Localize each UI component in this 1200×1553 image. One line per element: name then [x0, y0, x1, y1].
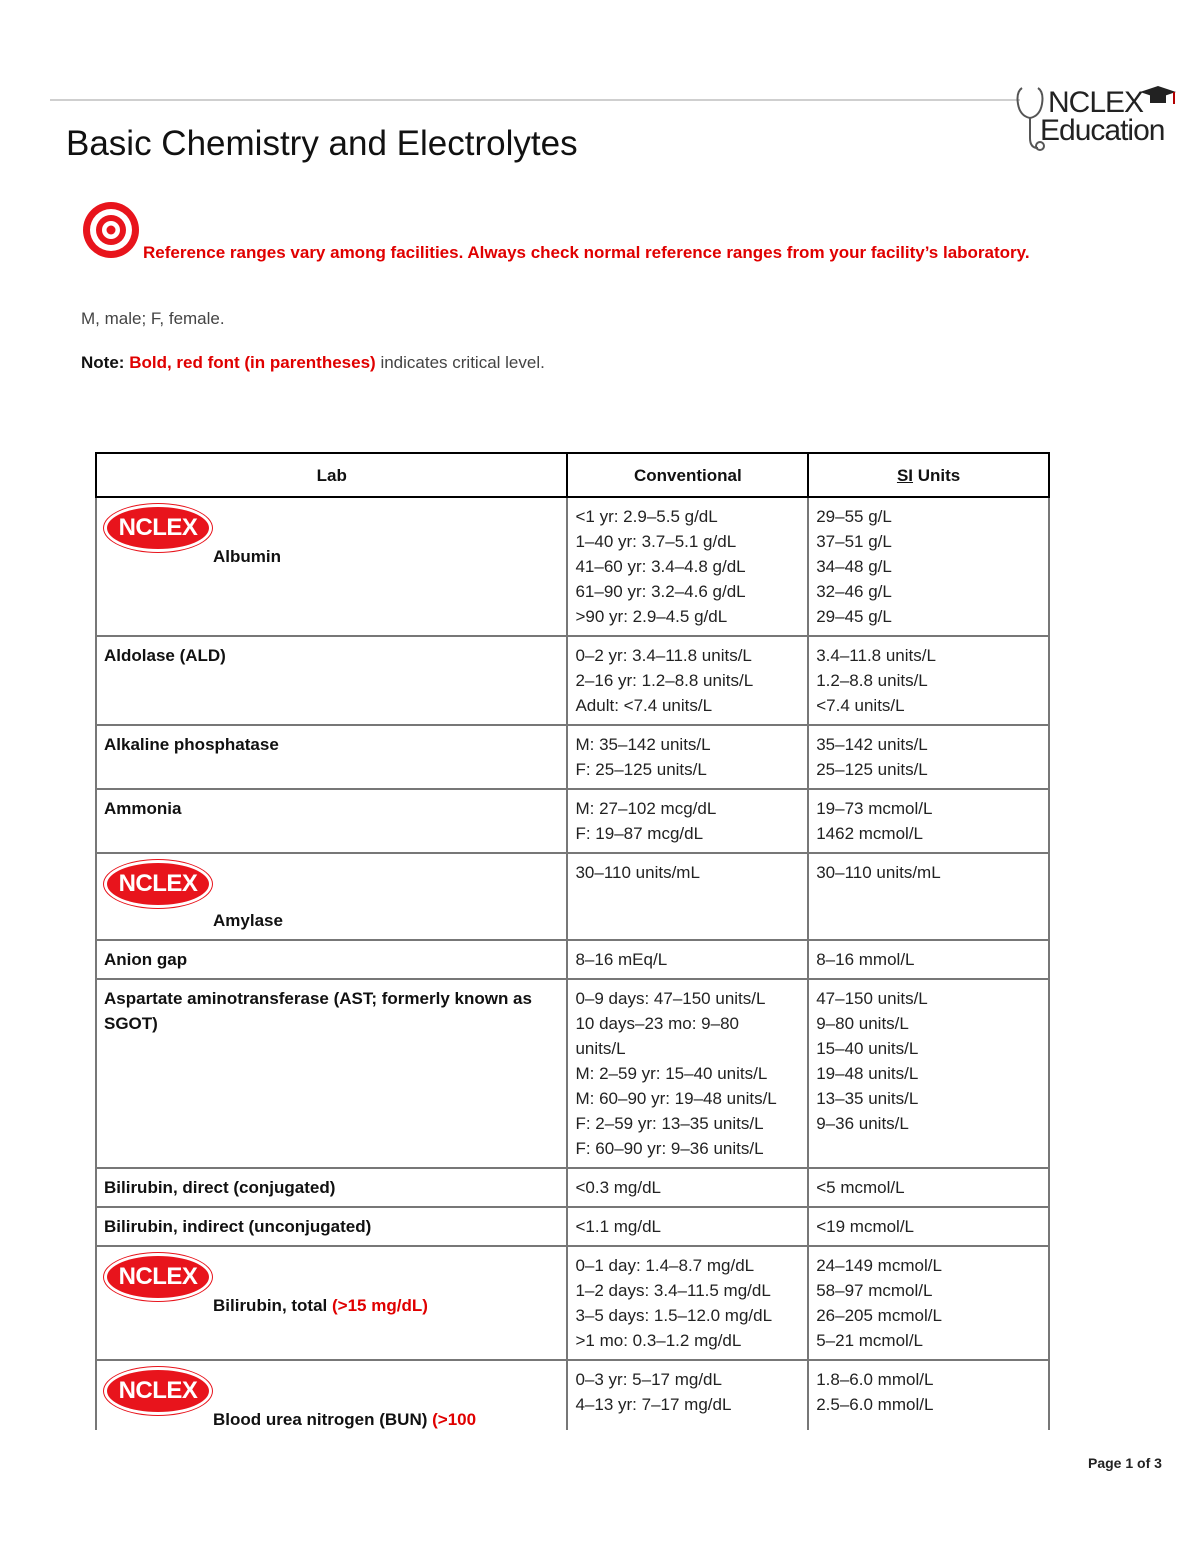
si-value: 29–55 g/L: [816, 507, 892, 526]
logo-line-2: Education: [1040, 114, 1165, 147]
si-value: <7.4 units/L: [816, 696, 905, 715]
conventional-cell: [567, 979, 808, 1168]
si-value: 37–51 g/L: [816, 532, 892, 551]
lab-name: Amylase: [213, 911, 283, 930]
si-value: 8–16 mmol/L: [816, 950, 915, 969]
lab-name-cell: [96, 1246, 567, 1360]
si-value: 3.4–11.8 units/L: [816, 646, 936, 665]
si-value: 1.2–8.8 units/L: [816, 671, 928, 690]
critical-value: (>15 mg/dL): [332, 1296, 428, 1315]
si-abbrev: SI: [896, 465, 914, 485]
conv-value: F: 60–90 yr: 9–36 units/L: [575, 1139, 764, 1158]
sex-abbreviation-key: M, male; F, female.: [81, 309, 225, 328]
si-cell: [808, 853, 1049, 940]
conv-value: <1.1 mg/dL: [575, 1217, 661, 1236]
conv-value: M: 2–59 yr: 15–40 units/L: [575, 1064, 768, 1083]
table-row-ast: [96, 979, 1049, 1168]
si-value: 32–46 g/L: [816, 582, 892, 601]
conventional-cell: [567, 940, 808, 979]
si-value: 1.8–6.0 mmol/L: [816, 1370, 934, 1389]
table-row-bilirubin-indirect: [96, 1207, 1049, 1246]
conventional-cell: [567, 1207, 808, 1246]
lab-name: Anion gap: [96, 940, 567, 979]
conventional-cell: [567, 853, 808, 940]
si-cell: [808, 497, 1049, 636]
table-row-bilirubin-direct: [96, 1168, 1049, 1207]
conv-value: 0–9 days: 47–150 units/L: [575, 989, 766, 1008]
si-value: 15–40 units/L: [816, 1039, 919, 1058]
si-value: 58–97 mcmol/L: [816, 1281, 933, 1300]
lab-name: Bilirubin, indirect (unconjugated): [96, 1207, 567, 1246]
nclex-education-logo: [1012, 82, 1182, 154]
header-rule: [50, 99, 1020, 101]
conv-value: <0.3 mg/dL: [575, 1178, 661, 1197]
si-value: 25–125 units/L: [816, 760, 928, 779]
conventional-cell: [567, 725, 808, 789]
conv-value: M: 27–102 mcg/dL: [575, 799, 717, 818]
conv-value: 1–40 yr: 3.7–5.1 g/dL: [575, 532, 737, 551]
conv-value: M: 35–142 units/L: [575, 735, 711, 754]
table-row-anion-gap: [96, 940, 1049, 979]
conv-value: F: 19–87 mcg/dL: [575, 824, 704, 843]
conv-value: 1–2 days: 3.4–11.5 mg/dL: [575, 1281, 771, 1300]
table-row-bilirubin-total: [96, 1246, 1049, 1360]
lab-name: Ammonia: [96, 789, 567, 853]
note-label: Note:: [81, 353, 125, 372]
conventional-cell: [567, 1168, 808, 1207]
conv-value: 0–3 yr: 5–17 mg/dL: [575, 1370, 722, 1389]
conv-value: 10 days–23 mo: 9–80: [575, 1014, 739, 1033]
conv-value: 30–110 units/mL: [575, 863, 700, 882]
si-value: 29–45 g/L: [816, 607, 892, 626]
si-value: 19–48 units/L: [816, 1064, 919, 1083]
si-value: 35–142 units/L: [816, 735, 928, 754]
nclex-badge-icon: NCLEX: [104, 1253, 212, 1301]
table-row-amylase: [96, 853, 1049, 940]
logo-line-1: NCLEX: [1048, 86, 1144, 119]
reference-range-warning: Reference ranges vary among facilities. Always check normal reference ranges from your facility’s laboratory.: [143, 243, 1030, 262]
si-cell: [808, 1168, 1049, 1207]
conv-value: 4–13 yr: 7–17 mg/dL: [575, 1395, 732, 1414]
lab-name: Bilirubin, direct (conjugated): [96, 1168, 567, 1207]
si-value: <19 mcmol/L: [816, 1217, 915, 1236]
lab-name: Bilirubin, total: [213, 1296, 328, 1315]
conv-value: 0–1 day: 1.4–8.7 mg/dL: [575, 1256, 755, 1275]
header-lab: Lab: [96, 453, 567, 497]
conv-value: 2–16 yr: 1.2–8.8 units/L: [575, 671, 754, 690]
conventional-cell: [567, 636, 808, 725]
conv-value: units/L: [575, 1039, 626, 1058]
conv-value: >1 mo: 0.3–1.2 mg/dL: [575, 1331, 742, 1350]
lab-name: Alkaline phosphatase: [96, 725, 567, 789]
si-cell: [808, 636, 1049, 725]
conv-value: M: 60–90 yr: 19–48 units/L: [575, 1089, 777, 1108]
lab-name: Aldolase (ALD): [96, 636, 567, 725]
si-value: 26–205 mcmol/L: [816, 1306, 942, 1325]
conventional-cell: [567, 497, 808, 636]
conv-value: <1 yr: 2.9–5.5 g/dL: [575, 507, 718, 526]
note-critical-text: Bold, red font (in parentheses): [129, 353, 376, 372]
page-bottom-margin: [0, 1430, 1200, 1553]
conv-value: 8–16 mEq/L: [575, 950, 668, 969]
critical-value: (>100: [432, 1410, 477, 1429]
table-header-row: [96, 453, 1049, 497]
conventional-cell: [567, 1246, 808, 1360]
lab-name-wrap: [213, 1293, 558, 1318]
table-row-albumin: [96, 497, 1049, 636]
conv-value: 61–90 yr: 3.2–4.6 g/dL: [575, 582, 746, 601]
si-cell: [808, 979, 1049, 1168]
si-cell: [808, 1207, 1049, 1246]
si-value: 47–150 units/L: [816, 989, 928, 1008]
page-title: Basic Chemistry and Electrolytes: [66, 124, 578, 163]
note-rest-text: indicates critical level.: [375, 353, 545, 372]
si-value: 9–36 units/L: [816, 1114, 909, 1133]
nclex-badge-icon: NCLEX: [104, 860, 212, 908]
nclex-badge-icon: NCLEX: [104, 1367, 212, 1415]
page-number: Page 1 of 3: [1088, 1455, 1162, 1471]
si-value: 2.5–6.0 mmol/L: [816, 1395, 934, 1414]
si-cell: [808, 940, 1049, 979]
conv-value: F: 2–59 yr: 13–35 units/L: [575, 1114, 764, 1133]
si-value: 9–80 units/L: [816, 1014, 909, 1033]
conv-value: >90 yr: 2.9–4.5 g/dL: [575, 607, 728, 626]
critical-level-note: [81, 353, 545, 373]
si-value: <5 mcmol/L: [816, 1178, 905, 1197]
lab-name-cell: [96, 497, 567, 636]
table-row-aldolase: [96, 636, 1049, 725]
conventional-cell: [567, 789, 808, 853]
conv-value: 0–2 yr: 3.4–11.8 units/L: [575, 646, 752, 665]
table-row-alkaline-phosphatase: [96, 725, 1049, 789]
conv-value: 41–60 yr: 3.4–4.8 g/dL: [575, 557, 746, 576]
si-value: 30–110 units/mL: [816, 863, 941, 882]
table-row-ammonia: [96, 789, 1049, 853]
lab-name-wrap: [213, 1407, 558, 1432]
lab-name-cell: [96, 853, 567, 940]
lab-name: Albumin: [213, 547, 281, 566]
si-cell: [808, 789, 1049, 853]
si-value: 13–35 units/L: [816, 1089, 919, 1108]
conv-value: F: 25–125 units/L: [575, 760, 707, 779]
header-conventional: Conventional: [567, 453, 808, 497]
conv-value: 3–5 days: 1.5–12.0 mg/dL: [575, 1306, 773, 1325]
lab-name: Aspartate aminotransferase (AST; formerly known as SGOT): [96, 979, 567, 1168]
header-si-units: SI Units: [808, 453, 1049, 497]
lab-name: Blood urea nitrogen (BUN): [213, 1410, 428, 1429]
si-value: 5–21 mcmol/L: [816, 1331, 923, 1350]
si-value: 1462 mcmol/L: [816, 824, 923, 843]
conv-value: Adult: <7.4 units/L: [575, 696, 713, 715]
nclex-badge-icon: NCLEX: [104, 504, 212, 552]
si-value: 24–149 mcmol/L: [816, 1256, 942, 1275]
si-value: 34–48 g/L: [816, 557, 892, 576]
si-cell: [808, 725, 1049, 789]
lab-values-table: [95, 452, 1050, 1455]
si-value: 19–73 mcmol/L: [816, 799, 933, 818]
si-cell: [808, 1246, 1049, 1360]
